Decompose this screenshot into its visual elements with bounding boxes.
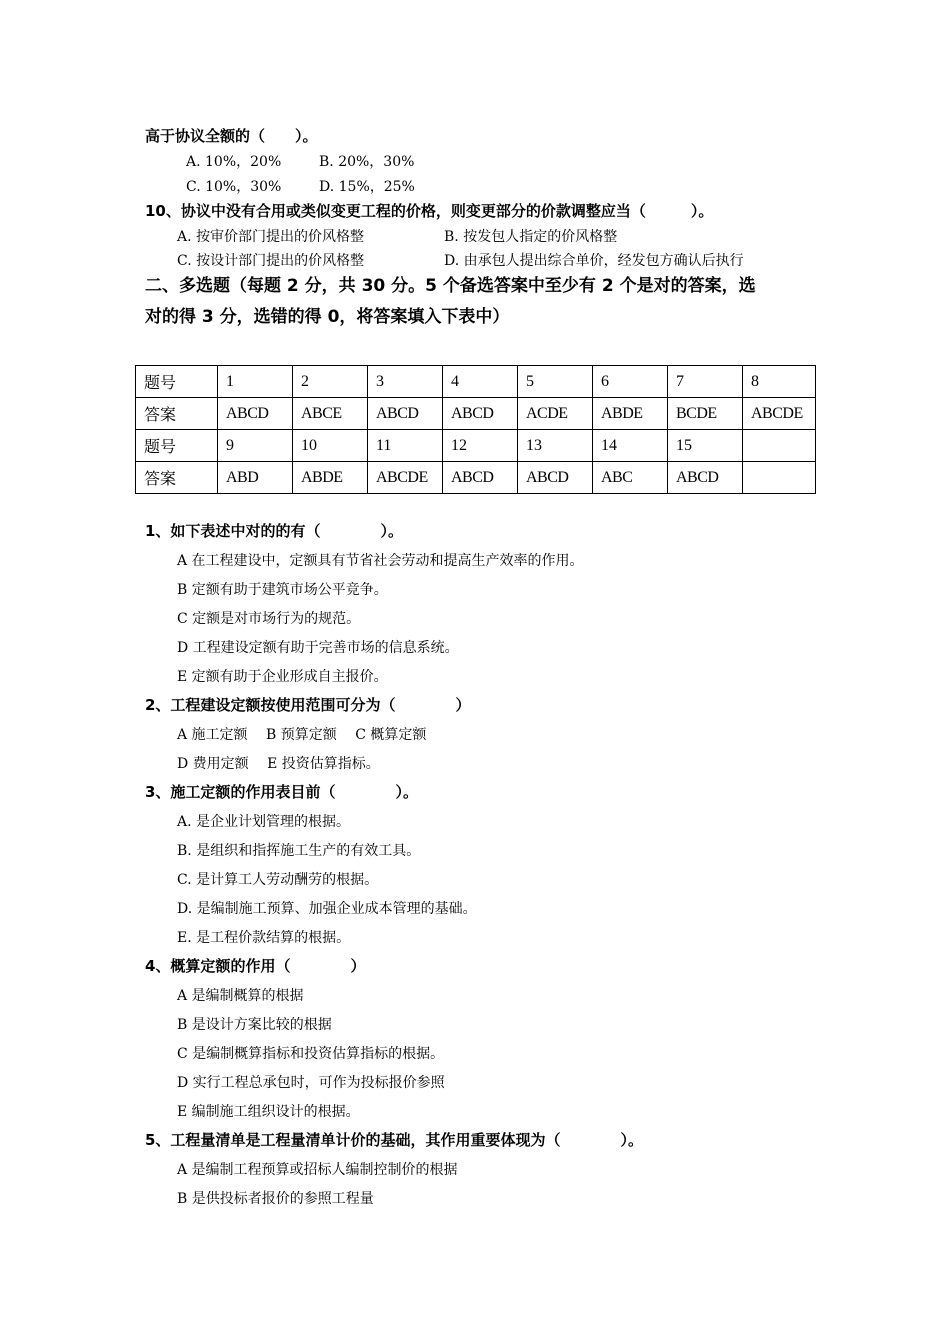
- table-cell: ABCD: [443, 462, 518, 494]
- question-5: 5、工程量清单是工程量清单计价的基础，其作用重要体现为（ ）。: [145, 1131, 643, 1149]
- table-cell: 6: [593, 366, 668, 398]
- question-4: 4、概算定额的作用（ ）: [145, 957, 366, 975]
- option-10d: D. 由承包人提出综合单价，经发包方确认后执行: [444, 253, 744, 269]
- table-cell: ABCD: [668, 462, 743, 494]
- option-2-line1: A 施工定额 B 预算定额 C 概算定额: [177, 727, 427, 743]
- table-cell: ABC: [593, 462, 668, 494]
- option-5b: B 是供投标者报价的参照工程量: [177, 1191, 374, 1207]
- table-row: [136, 462, 816, 494]
- table-cell: 13: [518, 430, 593, 462]
- table-row: [136, 398, 816, 430]
- table-cell: [743, 462, 816, 494]
- table-row: [136, 430, 816, 462]
- option-3c: C. 是计算工人劳动酬劳的根据。: [177, 872, 379, 888]
- table-cell: ABCDE: [368, 462, 443, 494]
- option-1a: A 在工程建设中，定额具有节省社会劳动和提高生产效率的作用。: [177, 553, 584, 569]
- question-10: 10、协议中没有合用或类似变更工程的价格，则变更部分的价款调整应当（ ）。: [145, 202, 714, 220]
- table-cell: 题号: [136, 430, 218, 462]
- question-9-tail: 高于协议全额的（ ）。: [145, 127, 318, 145]
- table-cell: 答案: [136, 462, 218, 494]
- table-cell: [743, 430, 816, 462]
- option-3a: A. 是企业计划管理的根据。: [177, 814, 351, 830]
- table-cell: 8: [743, 366, 816, 398]
- question-1: 1、如下表述中对的的有（ ）。: [145, 522, 403, 540]
- section-heading-line1: 二、多选题（每题 2 分，共 30 分。5 个备选答案中至少有 2 个是对的答案，选: [145, 276, 756, 296]
- table-cell: ABD: [218, 462, 293, 494]
- option-4c: C 是编制概算指标和投资估算指标的根据。: [177, 1046, 445, 1062]
- table-cell: 9: [218, 430, 293, 462]
- table-cell: 3: [368, 366, 443, 398]
- option-1c: C 定额是对市场行为的规范。: [177, 611, 361, 627]
- option-5a: A 是编制工程预算或招标人编制控制价的根据: [177, 1162, 458, 1178]
- table-cell: 2: [293, 366, 368, 398]
- option-9b: B. 20%，30%: [319, 154, 415, 170]
- table-cell: ABCD: [368, 398, 443, 430]
- option-4d: D 实行工程总承包时，可作为投标报价参照: [177, 1075, 445, 1091]
- option-10a: A. 按审价部门提出的价风格整: [177, 229, 365, 245]
- table-cell: ABCDE: [743, 398, 816, 430]
- table-cell: 5: [518, 366, 593, 398]
- table-cell: 10: [293, 430, 368, 462]
- table-cell: BCDE: [668, 398, 743, 430]
- table-cell: ABDE: [593, 398, 668, 430]
- table-cell: ABCE: [293, 398, 368, 430]
- option-4e: E 编制施工组织设计的根据。: [177, 1104, 360, 1120]
- option-3d: D. 是编制施工预算、加强企业成本管理的基础。: [177, 901, 477, 917]
- option-2-line2: D 费用定额 E 投资估算指标。: [177, 756, 380, 772]
- table-cell: 11: [368, 430, 443, 462]
- option-10c: C. 按设计部门提出的价风格整: [177, 253, 365, 269]
- option-9d: D. 15%，25%: [319, 179, 415, 195]
- table-cell: 4: [443, 366, 518, 398]
- option-9a: A. 10%，20%: [186, 154, 282, 170]
- table-cell: 12: [443, 430, 518, 462]
- answer-table: [135, 365, 816, 494]
- option-10b: B. 按发包人指定的价风格整: [444, 229, 618, 245]
- option-1d: D 工程建设定额有助于完善市场的信息系统。: [177, 640, 459, 656]
- option-3e: E. 是工程价款结算的根据。: [177, 930, 351, 946]
- table-row: [136, 366, 816, 398]
- option-1e: E 定额有助于企业形成自主报价。: [177, 669, 388, 685]
- option-4b: B 是设计方案比较的根据: [177, 1017, 332, 1033]
- option-4a: A 是编制概算的根据: [177, 988, 304, 1004]
- table-cell: ABCD: [443, 398, 518, 430]
- table-cell: 15: [668, 430, 743, 462]
- option-1b: B 定额有助于建筑市场公平竞争。: [177, 582, 388, 598]
- table-cell: 14: [593, 430, 668, 462]
- option-3b: B. 是组织和指挥施工生产的有效工具。: [177, 843, 421, 859]
- option-9c: C. 10%，30%: [186, 179, 282, 195]
- question-2: 2、工程建设定额按使用范围可分为（ ）: [145, 696, 471, 714]
- table-cell: 题号: [136, 366, 218, 398]
- table-cell: ABDE: [293, 462, 368, 494]
- table-cell: 7: [668, 366, 743, 398]
- table-cell: ABCD: [218, 398, 293, 430]
- table-cell: 答案: [136, 398, 218, 430]
- table-cell: ACDE: [518, 398, 593, 430]
- section-heading-line2: 对的得 3 分，选错的得 0，将答案填入下表中）: [145, 307, 510, 327]
- table-cell: 1: [218, 366, 293, 398]
- table-cell: ABCD: [518, 462, 593, 494]
- question-3: 3、施工定额的作用表目前（ ）。: [145, 783, 418, 801]
